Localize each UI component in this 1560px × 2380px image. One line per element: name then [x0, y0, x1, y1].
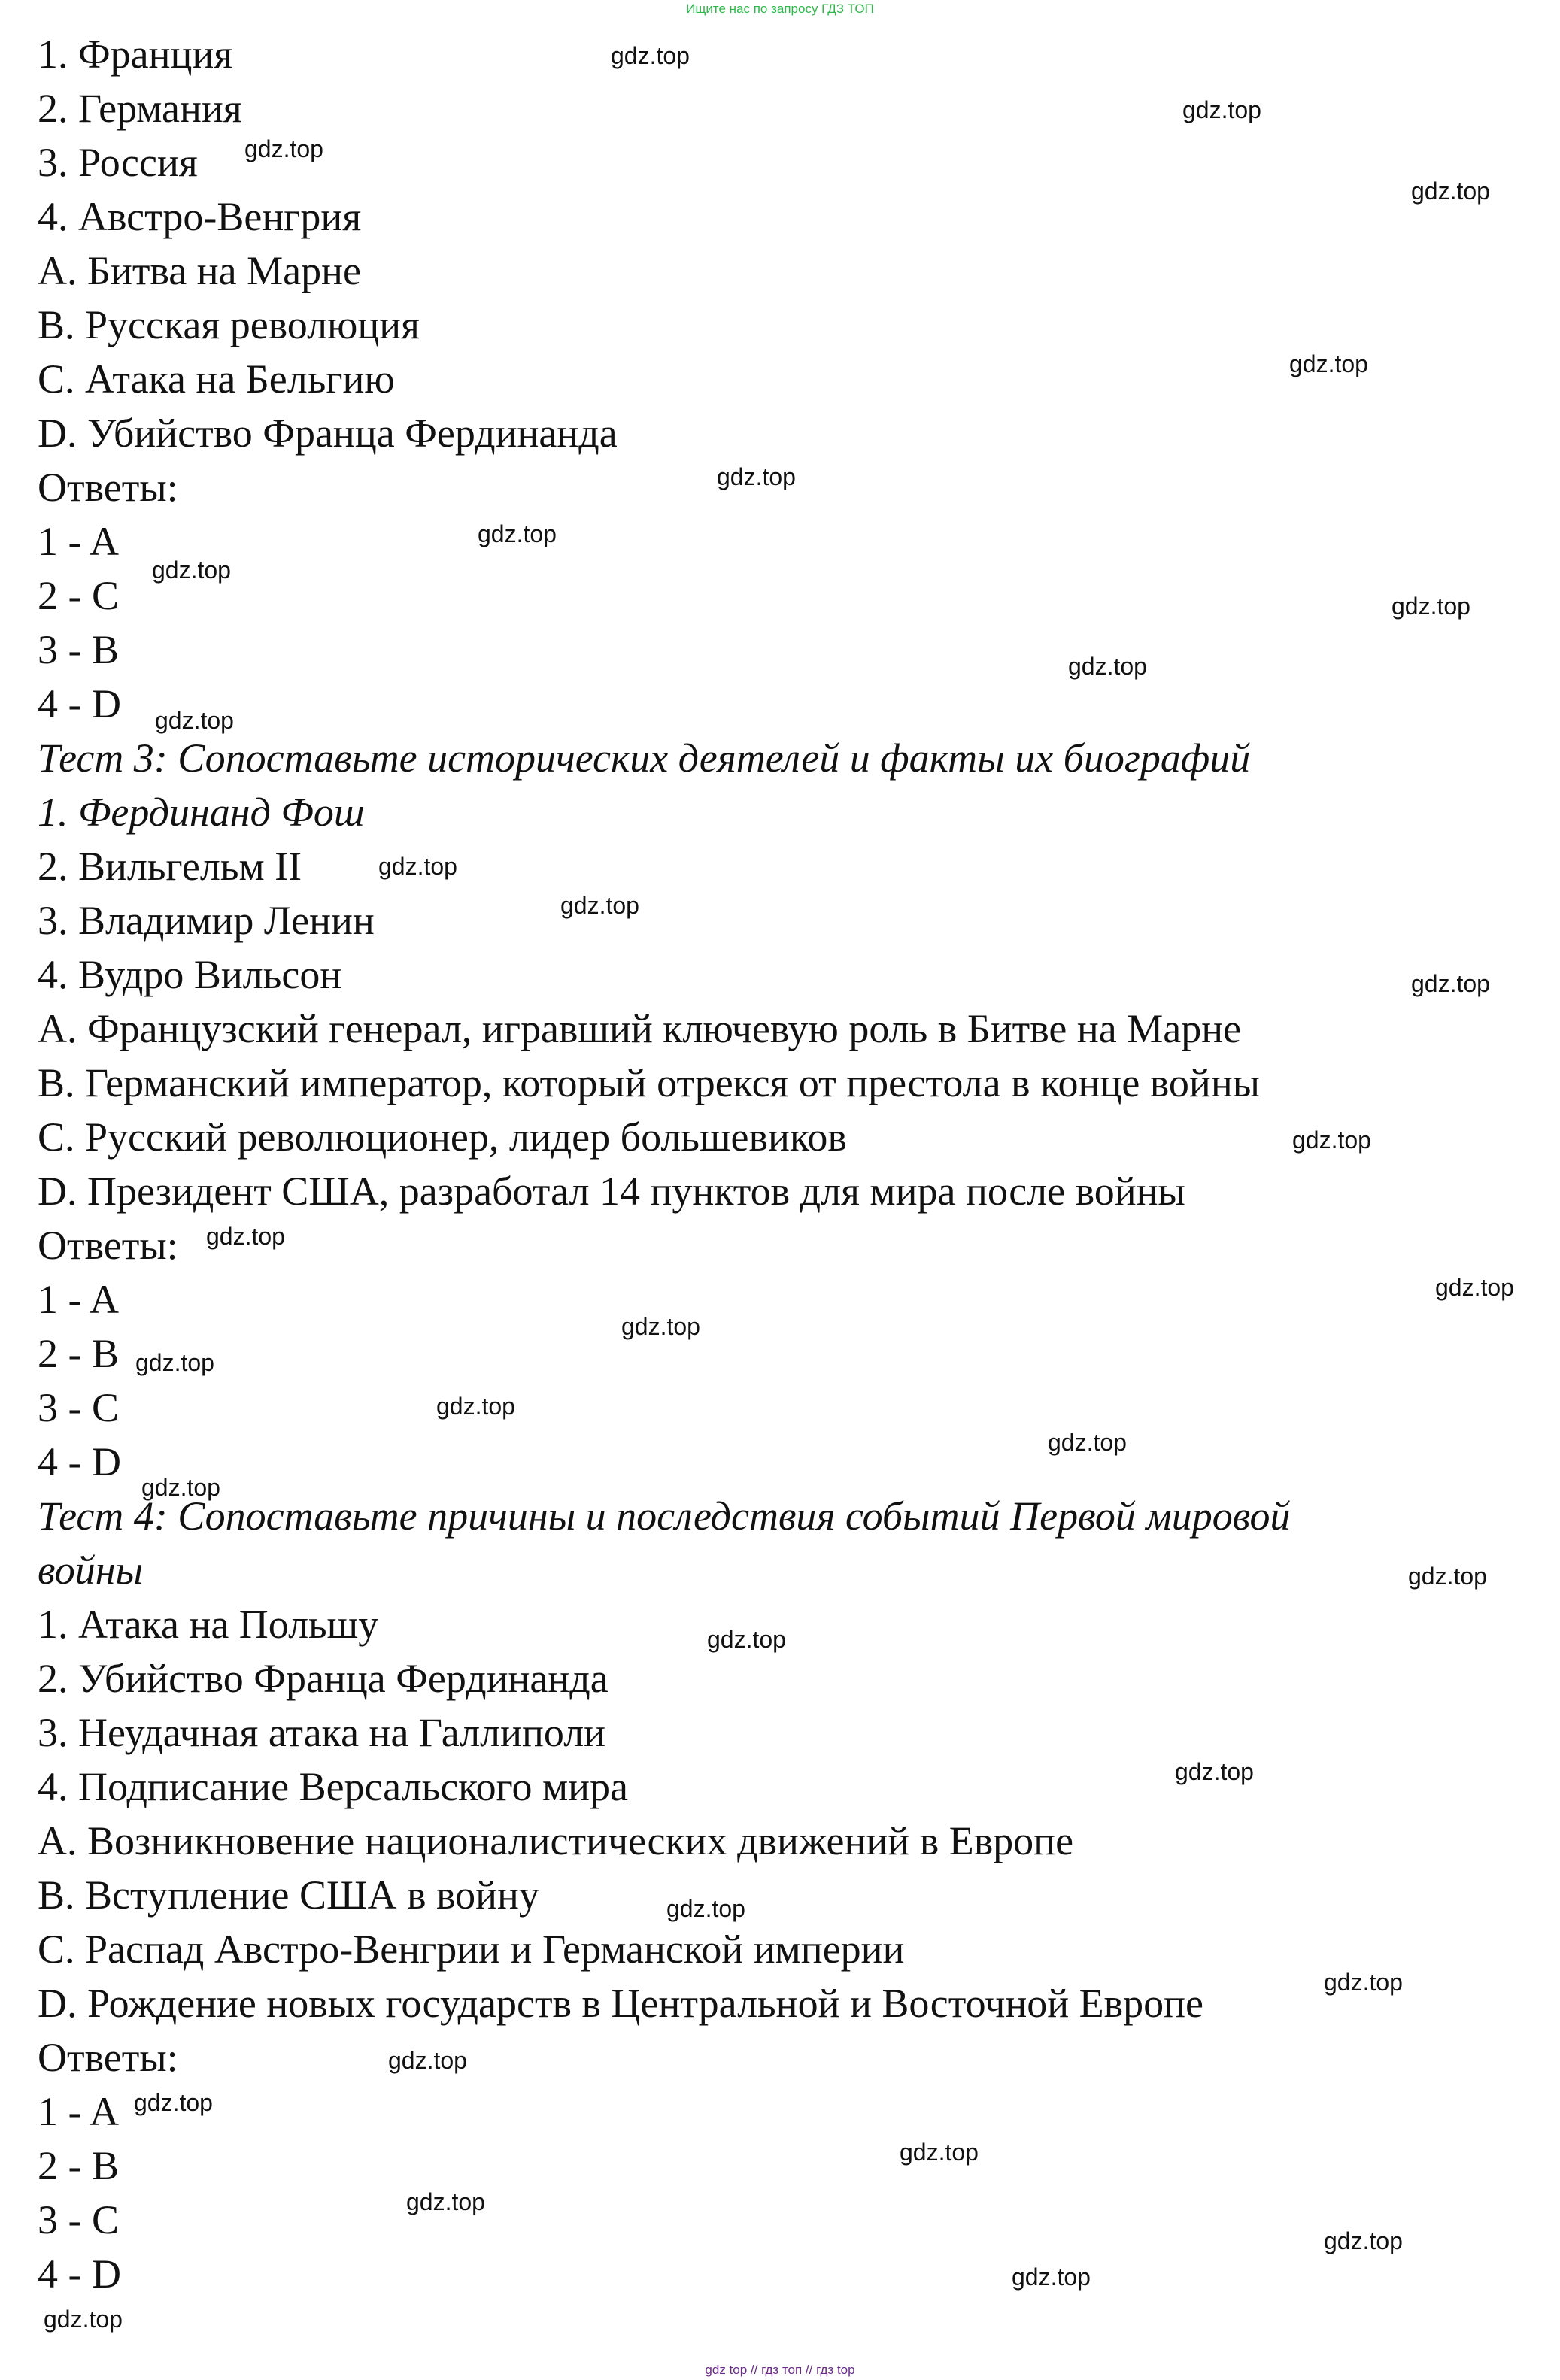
text-line: 4. Вудро Вильсон [38, 952, 342, 997]
watermark: gdz.top [406, 2188, 485, 2215]
watermark: gdz.top [1324, 1969, 1403, 1996]
watermark: gdz.top [1408, 1563, 1487, 1590]
text-line: 2. Германия [38, 86, 242, 131]
text-line: 1. Фердинанд Фош [38, 790, 365, 835]
watermark: gdz.top [141, 1474, 220, 1501]
watermark: gdz.top [707, 1626, 786, 1653]
watermark: gdz.top [1289, 350, 1368, 377]
watermark: gdz.top [378, 853, 457, 880]
watermark: gdz.top [152, 556, 231, 584]
text-line: 4. Австро-Венгрия [38, 194, 362, 239]
text-line: 2 - B [38, 2143, 119, 2188]
text-line: 2 - C [38, 573, 119, 618]
text-line: A. Возникновение националистических движений в Европе [38, 1818, 1074, 1863]
bottom-banner: gdz top // гдз топ // гдз top [705, 2363, 855, 2377]
text-line: 3 - C [38, 2197, 119, 2242]
watermark: gdz.top [1048, 1429, 1127, 1456]
text-line: 4. Подписание Версальского мира [38, 1764, 629, 1809]
watermark: gdz.top [206, 1223, 285, 1250]
text-line: C. Распад Австро-Венгрии и Германской империи [38, 1927, 905, 1972]
text-line: 4 - D [38, 2251, 121, 2297]
text-line: 3. Владимир Ленин [38, 898, 375, 943]
watermark: gdz.top [44, 2306, 123, 2333]
text-line: 3 - C [38, 1385, 119, 1430]
text-line: C. Русский революционер, лидер большевиков [38, 1114, 847, 1160]
watermark: gdz.top [611, 42, 690, 69]
watermark: gdz.top [621, 1313, 700, 1340]
text-line: C. Атака на Бельгию [38, 356, 395, 402]
text-line: D. Рождение новых государств в Центральной и Восточной Европе [38, 1981, 1203, 2026]
text-line: A. Битва на Марне [38, 248, 361, 293]
text-line: A. Французский генерал, игравший ключевую роль в Битве на Марне [38, 1006, 1242, 1051]
watermark: gdz.top [900, 2139, 979, 2166]
text-line: 2. Убийство Франца Фердинанда [38, 1656, 609, 1701]
watermark: gdz.top [1435, 1274, 1514, 1301]
watermark: gdz.top [1411, 970, 1490, 997]
text-line: 2 - B [38, 1331, 119, 1376]
top-banner: Ищите нас по запросу ГДЗ ТОП [686, 2, 874, 16]
watermark: gdz.top [560, 892, 639, 919]
watermark: gdz.top [1175, 1758, 1254, 1785]
text-line: D. Убийство Франца Фердинанда [38, 411, 618, 456]
text-line: D. Президент США, разработал 14 пунктов для мира после войны [38, 1169, 1185, 1214]
watermark: gdz.top [436, 1393, 515, 1420]
text-line: 1 - A [38, 519, 119, 564]
text-line: 1 - A [38, 1277, 119, 1322]
text-line: B. Русская революция [38, 302, 420, 347]
text-line: B. Германский император, который отрекся от престола в конце войны [38, 1060, 1261, 1105]
watermark: gdz.top [1411, 177, 1490, 205]
text-line: 1 - A [38, 2089, 119, 2134]
section-heading: Тест 3: Сопоставьте исторических деятелей и факты их биографий [38, 735, 1251, 781]
text-line: 4 - D [38, 1439, 121, 1484]
section-heading: войны [38, 1548, 144, 1593]
watermark: gdz.top [717, 463, 796, 490]
watermark: gdz.top [388, 2047, 467, 2074]
watermark: gdz.top [244, 135, 323, 162]
watermark: gdz.top [1392, 593, 1470, 620]
text-line: Ответы: [38, 465, 178, 510]
watermark: gdz.top [1068, 653, 1147, 680]
text-line: 3 - B [38, 627, 119, 672]
watermark: gdz.top [666, 1895, 745, 1922]
watermark: gdz.top [478, 520, 557, 547]
text-line: 3. Россия [38, 140, 198, 185]
watermark: gdz.top [135, 1349, 214, 1376]
text-line: 1. Атака на Польшу [38, 1602, 379, 1647]
watermark: gdz.top [1012, 2263, 1091, 2291]
text-line: 1. Франция [38, 32, 233, 77]
watermark: gdz.top [1324, 2227, 1403, 2254]
section-heading: Тест 4: Сопоставьте причины и последствия событий Первой мировой [38, 1493, 1291, 1539]
text-line: Ответы: [38, 1223, 178, 1268]
text-line: 2. Вильгельм II [38, 844, 302, 889]
watermark: gdz.top [134, 2089, 213, 2116]
text-line: Ответы: [38, 2035, 178, 2080]
text-line: 4 - D [38, 681, 121, 726]
watermark: gdz.top [1182, 96, 1261, 123]
watermark: gdz.top [155, 707, 234, 734]
watermark: gdz.top [1292, 1126, 1371, 1154]
text-line: 3. Неудачная атака на Галлиполи [38, 1710, 606, 1755]
text-line: B. Вступление США в войну [38, 1872, 539, 1918]
